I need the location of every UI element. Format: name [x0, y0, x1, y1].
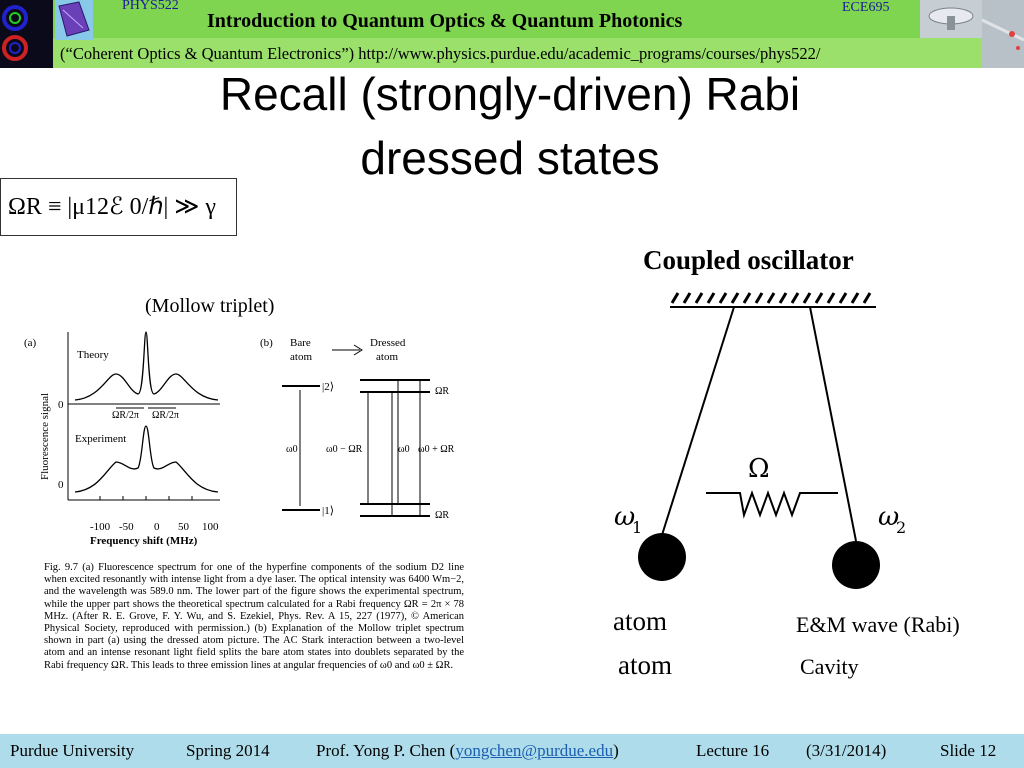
x-tick-100: 100	[202, 521, 219, 533]
dressed-atom-label-2: atom	[376, 351, 398, 363]
theory-label: Theory	[77, 349, 109, 361]
course-code-left: PHYS522	[122, 0, 179, 13]
em-wave-label: E&M wave (Rabi)	[796, 612, 960, 637]
footer-professor	[316, 734, 619, 768]
footer-prof-suffix: )	[613, 741, 619, 760]
panel-a-label: (a)	[24, 337, 37, 349]
omega0-label: ω0	[286, 444, 298, 455]
pendulum-bob-right	[832, 541, 880, 589]
panel-b-label: (b)	[260, 337, 273, 349]
x-tick-50: 50	[178, 521, 189, 533]
footer-term: Spring 2014	[186, 741, 270, 760]
rabi-condition-formula: ΩR ≡ |μ12ℰ 0/ℏ| ≫ γ	[0, 178, 237, 236]
footer-date: (3/31/2014)	[806, 741, 887, 760]
bare-atom-label-2: atom	[290, 351, 312, 363]
omega-r-right-label: ΩR/2π	[152, 410, 179, 421]
coupled-oscillator-diagram	[600, 285, 920, 605]
x-tick-m50: -50	[119, 521, 134, 533]
footer-lecture: Lecture 16	[696, 741, 770, 760]
dressed-atom-label-1: Dressed	[370, 337, 406, 349]
omega0-plus-label: ω0 + ΩR	[418, 444, 455, 455]
y-axis-label: Fluorescence signal	[39, 392, 51, 480]
course-title: Introduction to Quantum Optics & Quantum Photonics	[207, 10, 683, 32]
slide-title-line1: Recall (strongly-driven) Rabi	[219, 68, 801, 120]
coupling-spring	[706, 493, 838, 515]
course-subtitle: (“Coherent Optics & Quantum Electronics”) http://www.physics.purdue.edu/academic_programs/courses/phys522/	[60, 44, 821, 63]
ket-1-label: |1⟩	[322, 505, 334, 517]
x-axis-label: Frequency shift (MHz)	[90, 535, 198, 547]
footer-prof-prefix: Prof. Yong P. Chen (	[316, 741, 456, 760]
x-tick-m100: -100	[90, 521, 111, 533]
footer-university: Purdue University	[10, 741, 135, 760]
omega1-label: ω	[614, 502, 636, 532]
omega0-minus-label: ω0 − ΩR	[326, 444, 363, 455]
mollow-triplet-figure	[20, 330, 470, 560]
omega0-plain-label: ω0	[398, 444, 410, 455]
slide-title	[130, 62, 890, 190]
course-code-right: ECE695	[842, 0, 890, 15]
slide-title-line2: dressed states	[360, 132, 660, 184]
microdisk-image	[920, 0, 982, 38]
omega2-label: ω	[878, 502, 900, 532]
theory-spectrum-curve	[75, 332, 218, 400]
experiment-label: Experiment	[75, 433, 127, 445]
footer-email-link[interactable]: yongchen@purdue.edu	[455, 741, 614, 760]
zero-bottom-label: 0	[58, 479, 64, 491]
coupled-oscillator-title: Coupled oscillator	[643, 245, 854, 275]
cavity-label: Cavity	[800, 654, 859, 679]
chip-image	[982, 0, 1024, 68]
footer-slide-number: Slide 12	[940, 741, 997, 760]
rings-logo-image	[0, 0, 53, 68]
omega2-subscript: 2	[896, 518, 907, 537]
slide-footer	[0, 734, 1024, 768]
atom-label-bottom: atom	[618, 650, 672, 680]
pendulum-string-left	[662, 307, 734, 535]
omega-r-left-label: ΩR/2π	[112, 410, 139, 421]
omega-r-top-label: ΩR	[435, 386, 450, 397]
ket-2-label: |2⟩	[322, 381, 334, 393]
pendulum-bob-left	[638, 533, 686, 581]
coupling-omega-label: Ω	[748, 454, 770, 484]
x-tick-0: 0	[154, 521, 160, 533]
atom-label-top: atom	[613, 606, 667, 636]
crystal-image	[55, 0, 93, 40]
figure-caption: Fig. 9.7 (a) Fluorescence spectrum for one of the hyperfine components of the sodium D2 line when excited resonantly with intense light from a dye laser. The optical intensity was 6400 Wm−2, and the wavelength was 589.0 nm. The lower part of the figure shows the experimental spectrum, while the upper part shows the theoretical spectrum calculated for a Rabi frequency ΩR = 2π × 78 MHz. (After R. E. Grove, F. Y. Wu, and S. Ezekiel, Phys. Rev. A 15, 227 (1977), © American Physical Society, reproduced with permission.) (b) Explanation of the Mollow triplet spectrum shown in part (a) using the dressed atom picture. The AC Stark interaction between a two-level atom and an intense resonant light field splits the bare atom states into doublets separated by the Rabi frequency ΩR. This leads to three emission lines at angular frequencies of ω0 and ω0 ± ΩR.	[44, 562, 464, 671]
omega1-subscript: 1	[632, 518, 643, 537]
ceiling-hatch	[670, 293, 876, 307]
bare-to-dressed-arrow	[332, 345, 362, 355]
bare-atom-label-1: Bare	[290, 337, 311, 349]
omega-r-bottom-label: ΩR	[435, 510, 450, 521]
mollow-triplet-label: (Mollow triplet)	[145, 295, 275, 317]
pendulum-string-right	[810, 307, 856, 541]
zero-top-label: 0	[58, 399, 64, 411]
